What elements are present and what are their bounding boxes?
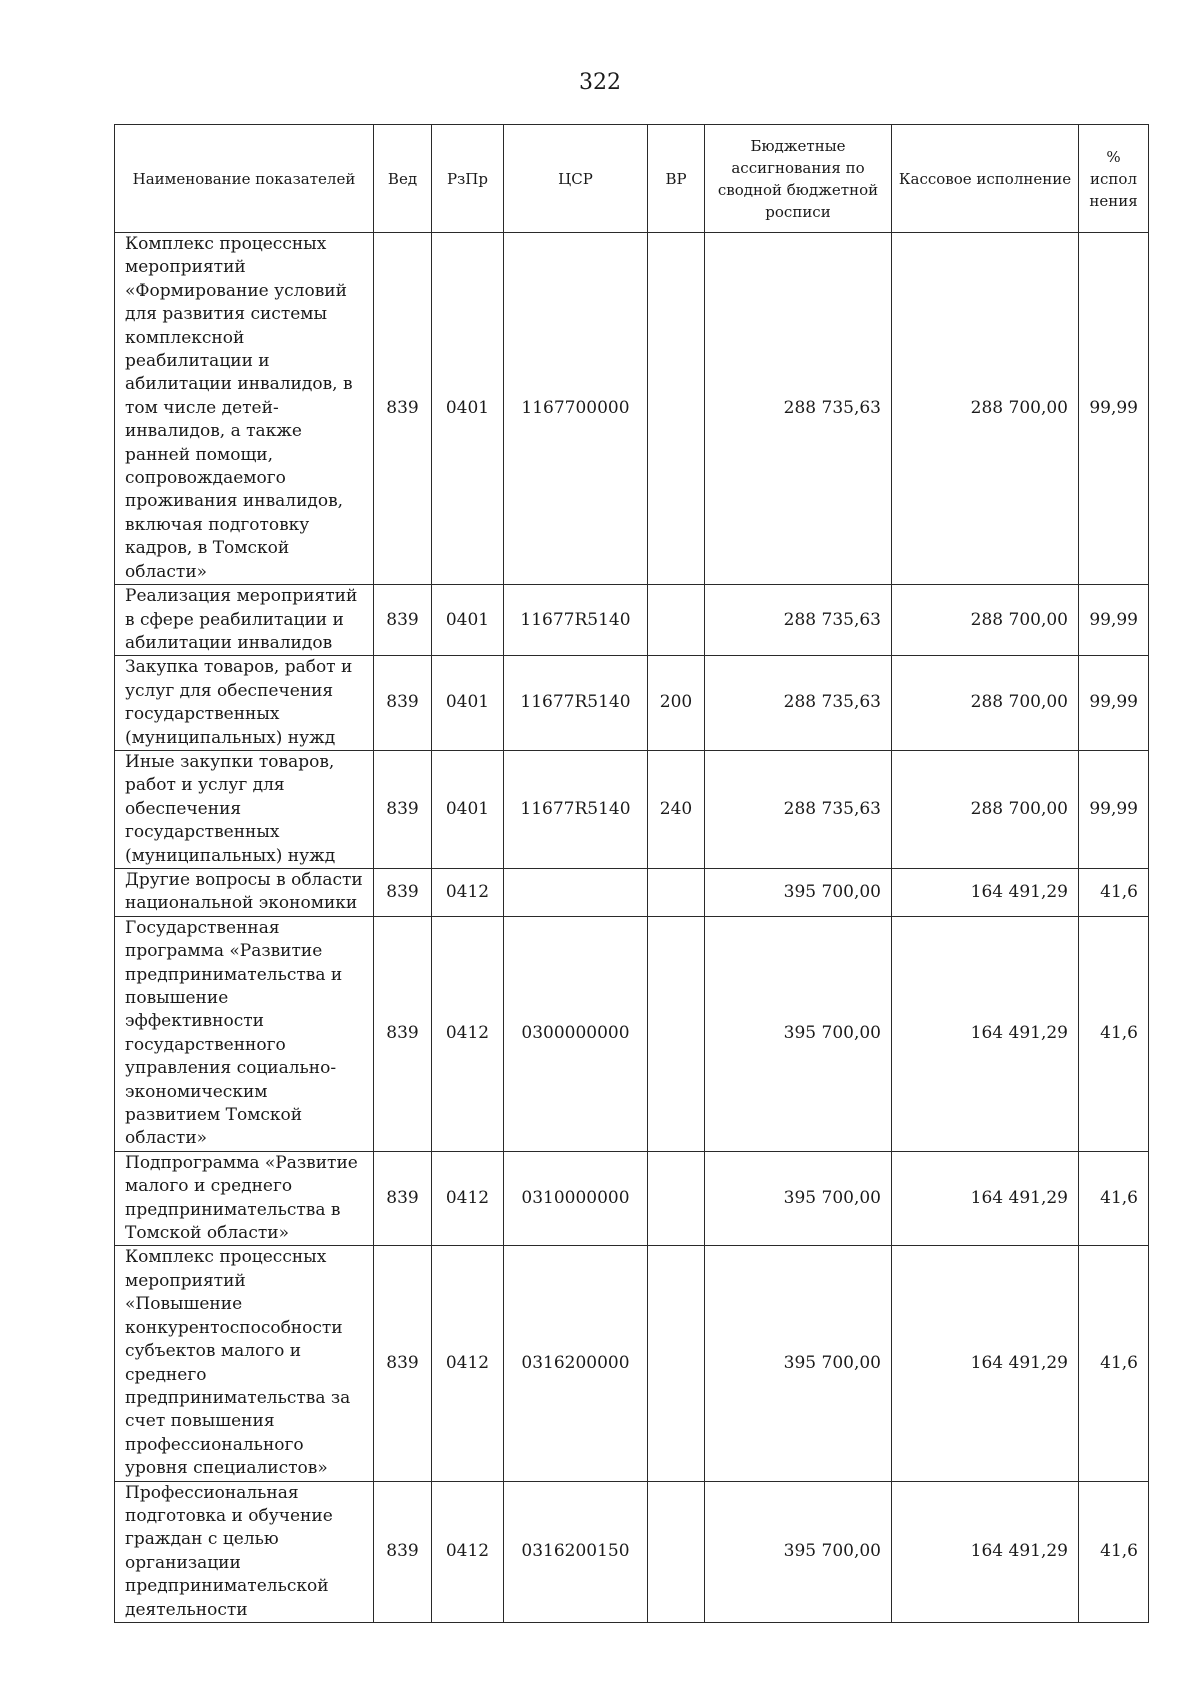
table-row	[115, 656, 1149, 751]
page-number: 322	[579, 70, 621, 95]
row-budget: 288 735,63	[705, 656, 892, 751]
row-rzpr: 0412	[432, 1481, 504, 1622]
row-rzpr: 0401	[432, 750, 504, 868]
row-csr: 0316200150	[504, 1481, 648, 1622]
row-name: Комплекс процессных мероприятий «Формирование условий для развития системы комплексной реабилитации и абилитации инвалидов, в том числе детей-инвалидов, а также ранней помощи, сопровождаемого проживания инвалидов, включая подготовку кадров, в Томской области»	[115, 233, 374, 585]
header-ved: Вед	[374, 125, 432, 233]
row-rzpr: 0401	[432, 233, 504, 585]
row-percent: 99,99	[1079, 233, 1149, 585]
row-percent: 41,6	[1079, 868, 1149, 916]
row-cash: 164 491,29	[892, 1246, 1079, 1481]
row-ved: 839	[374, 585, 432, 656]
header-csr: ЦСР	[504, 125, 648, 233]
row-percent: 41,6	[1079, 1481, 1149, 1622]
row-percent: 41,6	[1079, 916, 1149, 1151]
row-name: Профессиональная подготовка и обучение граждан с целью организации предпринимательской деятельности	[115, 1481, 374, 1622]
row-name: Закупка товаров, работ и услуг для обеспечения государственных (муниципальных) нужд	[115, 656, 374, 751]
header-rzpr: РзПр	[432, 125, 504, 233]
header-vr: ВР	[648, 125, 705, 233]
row-csr: 11677R5140	[504, 656, 648, 751]
row-name: Другие вопросы в области национальной экономики	[115, 868, 374, 916]
budget-execution-table	[114, 124, 1149, 1623]
row-budget: 288 735,63	[705, 585, 892, 656]
row-csr: 0316200000	[504, 1246, 648, 1481]
table-row	[115, 1481, 1149, 1622]
row-cash: 288 700,00	[892, 656, 1079, 751]
table-row	[115, 750, 1149, 868]
row-percent: 99,99	[1079, 750, 1149, 868]
table-row	[115, 1151, 1149, 1246]
row-name: Государственная программа «Развитие предпринимательства и повышение эффективности государственного управления социально-экономическим развитием Томской области»	[115, 916, 374, 1151]
row-cash: 164 491,29	[892, 1481, 1079, 1622]
row-ved: 839	[374, 868, 432, 916]
row-vr	[648, 585, 705, 656]
header-budget: Бюджетные ассигнования по сводной бюджетной росписи	[705, 125, 892, 233]
row-percent: 41,6	[1079, 1151, 1149, 1246]
row-rzpr: 0401	[432, 585, 504, 656]
row-cash: 288 700,00	[892, 750, 1079, 868]
row-vr	[648, 1151, 705, 1246]
row-csr: 0300000000	[504, 916, 648, 1151]
row-ved: 839	[374, 1151, 432, 1246]
row-vr	[648, 916, 705, 1151]
row-rzpr: 0412	[432, 868, 504, 916]
row-ved: 839	[374, 233, 432, 585]
row-csr: 11677R5140	[504, 585, 648, 656]
row-vr: 240	[648, 750, 705, 868]
row-ved: 839	[374, 1246, 432, 1481]
row-vr	[648, 233, 705, 585]
row-ved: 839	[374, 656, 432, 751]
header-cash: Кассовое исполнение	[892, 125, 1079, 233]
row-csr: 0310000000	[504, 1151, 648, 1246]
row-vr	[648, 1481, 705, 1622]
row-vr	[648, 868, 705, 916]
row-percent: 99,99	[1079, 585, 1149, 656]
header-percent: % испол нения	[1079, 125, 1149, 233]
row-percent: 99,99	[1079, 656, 1149, 751]
row-budget: 395 700,00	[705, 1246, 892, 1481]
row-rzpr: 0412	[432, 1246, 504, 1481]
row-budget: 288 735,63	[705, 750, 892, 868]
table-row	[115, 1246, 1149, 1481]
row-rzpr: 0412	[432, 1151, 504, 1246]
row-budget: 288 735,63	[705, 233, 892, 585]
row-csr	[504, 868, 648, 916]
header-name: Наименование показателей	[115, 125, 374, 233]
row-cash: 164 491,29	[892, 916, 1079, 1151]
table-header-row	[115, 125, 1149, 233]
row-vr: 200	[648, 656, 705, 751]
row-name: Подпрограмма «Развитие малого и среднего предпринимательства в Томской области»	[115, 1151, 374, 1246]
table-row	[115, 233, 1149, 585]
row-ved: 839	[374, 916, 432, 1151]
row-budget: 395 700,00	[705, 916, 892, 1151]
row-percent: 41,6	[1079, 1246, 1149, 1481]
row-rzpr: 0401	[432, 656, 504, 751]
row-cash: 288 700,00	[892, 585, 1079, 656]
row-rzpr: 0412	[432, 916, 504, 1151]
row-budget: 395 700,00	[705, 1481, 892, 1622]
table-row	[115, 868, 1149, 916]
table-row	[115, 585, 1149, 656]
row-name: Иные закупки товаров, работ и услуг для обеспечения государственных (муниципальных) нужд	[115, 750, 374, 868]
row-ved: 839	[374, 750, 432, 868]
row-csr: 11677R5140	[504, 750, 648, 868]
row-cash: 288 700,00	[892, 233, 1079, 585]
row-name: Реализация мероприятий в сфере реабилитации и абилитации инвалидов	[115, 585, 374, 656]
row-vr	[648, 1246, 705, 1481]
row-name: Комплекс процессных мероприятий «Повышение конкурентоспособности субъектов малого и среднего предпринимательства за счет повышения профессионального уровня специалистов»	[115, 1246, 374, 1481]
table-row	[115, 916, 1149, 1151]
row-csr: 1167700000	[504, 233, 648, 585]
row-ved: 839	[374, 1481, 432, 1622]
row-budget: 395 700,00	[705, 868, 892, 916]
row-cash: 164 491,29	[892, 868, 1079, 916]
row-budget: 395 700,00	[705, 1151, 892, 1246]
row-cash: 164 491,29	[892, 1151, 1079, 1246]
